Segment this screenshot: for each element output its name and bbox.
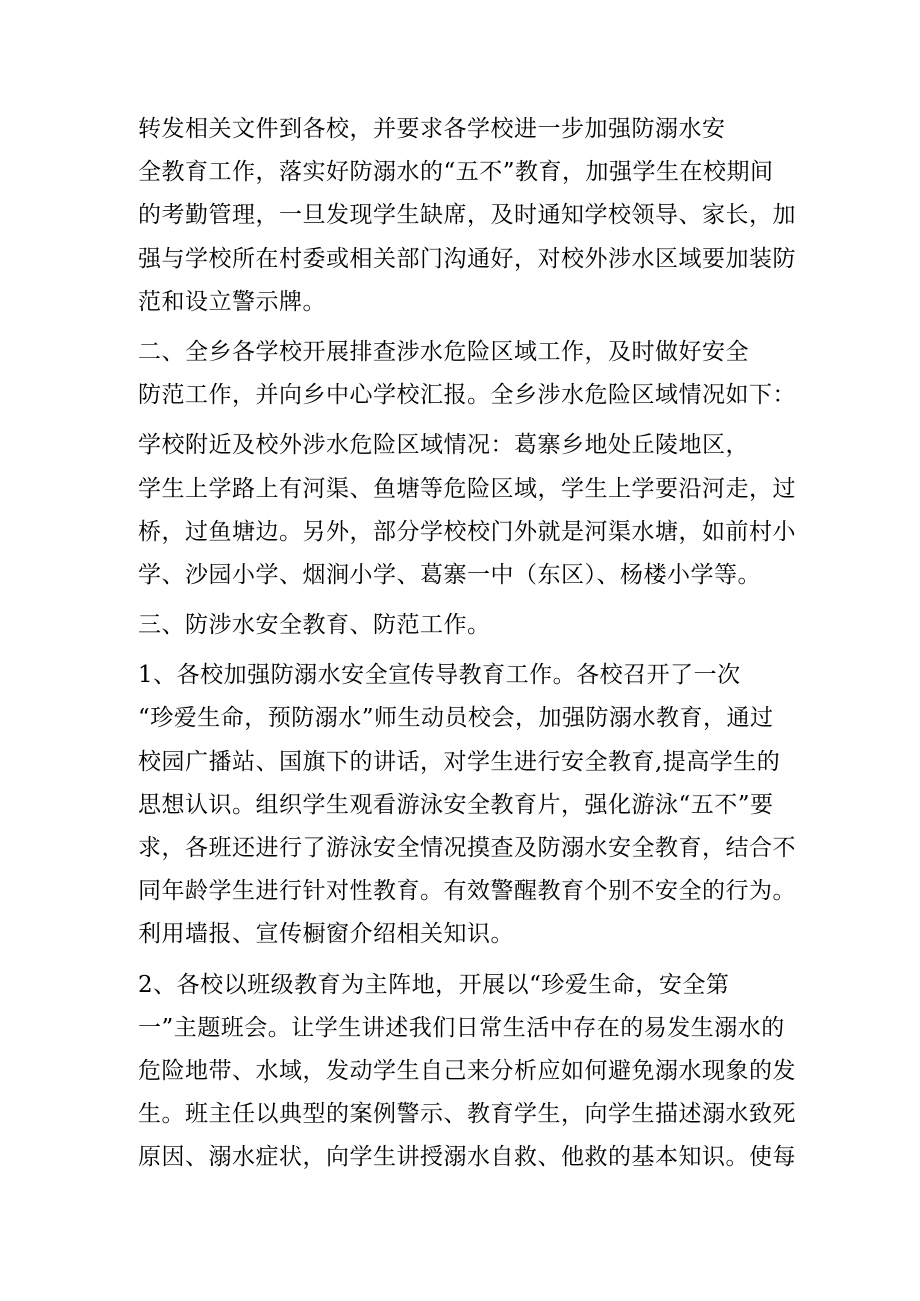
paragraph-line: 的考勤管理，一旦发现学生缺席，及时通知学校领导、家长，加 xyxy=(138,202,796,229)
paragraph-6 xyxy=(138,964,798,1180)
paragraph-line: 求，各班还进行了游泳安全情况摸查及防溺水安全教育，结合不 xyxy=(138,835,796,861)
paragraph-5 xyxy=(138,654,798,956)
paragraph-line: 防范工作，并向乡中心学校汇报。全乡涉水危险区域情况如下： xyxy=(138,382,796,409)
paragraph-line: “珍爱生命，预防溺水”师生动员校会，加强防溺水教育，通过 xyxy=(138,705,774,732)
section-heading-line: 三、防涉水安全教育、防范工作。 xyxy=(138,612,491,639)
paragraph-line: 原因、溺水症状，向学生讲授溺水自救、他救的基本知识。使每 xyxy=(138,1144,796,1171)
paragraph-4 xyxy=(138,604,798,647)
paragraph-line: 2、各校以班级教育为主阵地，开展以“珍爱生命，安全第 xyxy=(138,971,730,998)
paragraph-line: 学、沙园小学、烟涧小学、葛寨一中（东区）、杨楼小学等。 xyxy=(138,561,761,588)
paragraph-line: 学校附近及校外涉水危险区域情况：葛寨乡地处丘陵地区， xyxy=(138,432,749,459)
paragraph-line: 桥，过鱼塘边。另外，部分学校校门外就是河渠水塘，如前村小 xyxy=(138,518,796,545)
paragraph-2 xyxy=(138,331,798,417)
paragraph-line: 生。班主任以典型的案例警示、教育学生，向学生描述溺水致死 xyxy=(138,1101,796,1128)
document-body xyxy=(138,108,798,1180)
paragraph-line: 思想认识。组织学生观看游泳安全教育片，强化游泳“五不”要 xyxy=(138,791,774,818)
paragraph-line: 一”主题班会。让学生讲述我们日常生活中存在的易发生溺水的 xyxy=(138,1014,785,1041)
paragraph-3 xyxy=(138,424,798,597)
paragraph-line: 1、各校加强防溺水安全宣传导教育工作。各校召开了一次 xyxy=(138,662,741,689)
paragraph-line: 危险地带、水域，发动学生自己来分析应如何避免溺水现象的发 xyxy=(138,1057,796,1084)
paragraph-line: 同年龄学生进行针对性教育。有效警醒教育个别不安全的行为。 xyxy=(138,878,796,905)
paragraph-line: 强与学校所在村委或相关部门沟通好，对校外涉水区域要加装防 xyxy=(138,245,796,272)
paragraph-line: 学生上学路上有河渠、鱼塘等危险区域，学生上学要沿河走，过 xyxy=(138,475,796,502)
paragraph-line: 校园广播站、国旗下的讲话，对学生进行安全教育,提高学生的 xyxy=(138,748,781,775)
paragraph-line: 范和设立警示牌。 xyxy=(138,288,326,315)
paragraph-line: 转发相关文件到各校，并要求各学校进一步加强防溺水安 xyxy=(138,116,726,142)
paragraph-line: 利用墙报、宣传橱窗介绍相关知识。 xyxy=(138,921,514,948)
section-heading-line: 二、全乡各学校开展排查涉水危险区域工作，及时做好安全 xyxy=(138,338,749,365)
paragraph-line: 全教育工作，落实好防溺水的“五不”教育，加强学生在校期间 xyxy=(138,159,774,186)
paragraph-1 xyxy=(138,108,798,324)
